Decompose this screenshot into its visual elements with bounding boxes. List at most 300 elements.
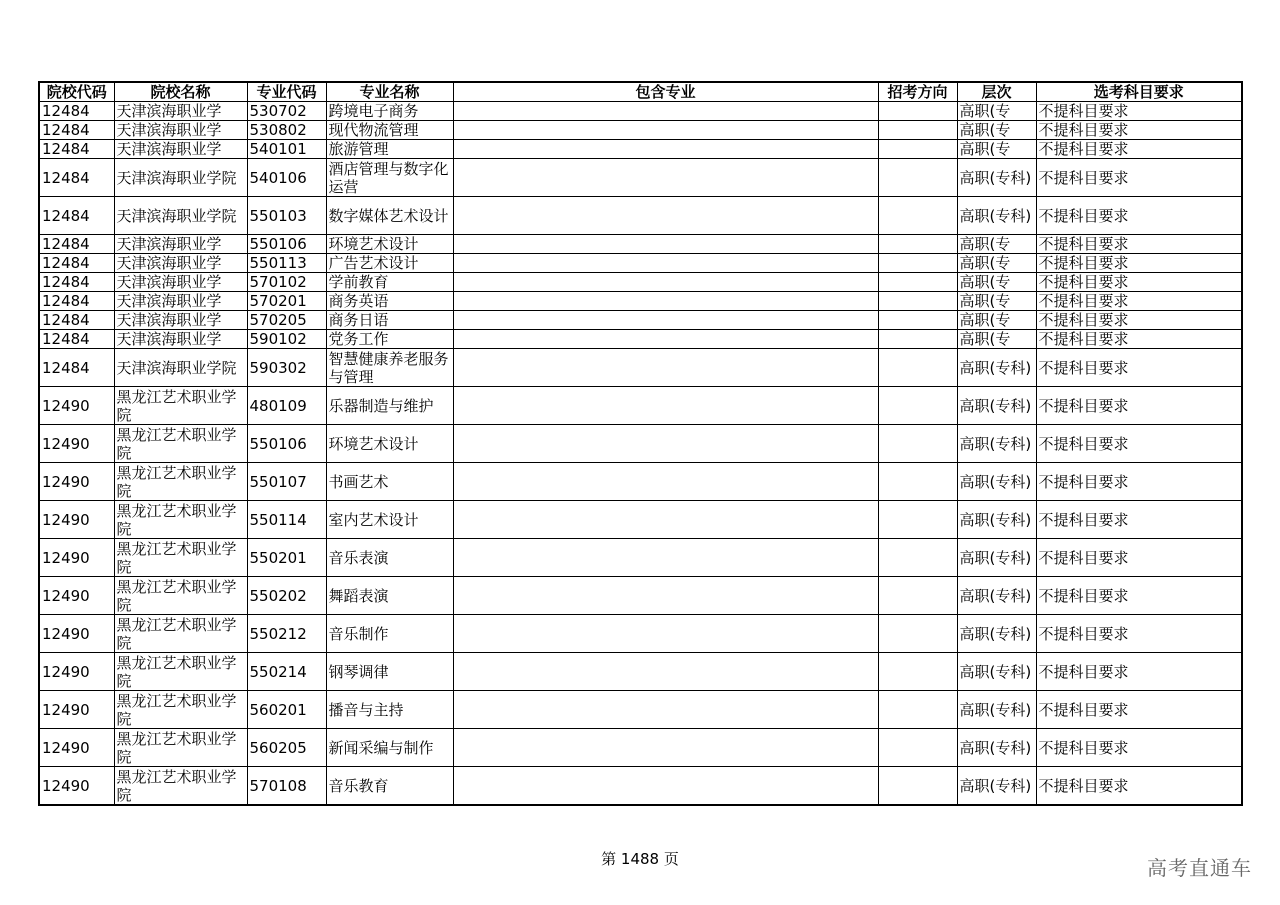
cell-included-majors bbox=[453, 311, 878, 330]
cell-text: 12490 bbox=[42, 624, 90, 643]
cell-school-code bbox=[39, 615, 114, 653]
cell-text bbox=[456, 102, 876, 120]
cell-text: 黑龙江艺术职业学院 bbox=[116, 539, 237, 576]
cell-text: 590102 bbox=[249, 330, 307, 348]
cell-text bbox=[881, 140, 955, 158]
cell-text: 不提科目要求 bbox=[1038, 700, 1129, 719]
cell-text: 530702 bbox=[249, 102, 307, 120]
cell-school-code bbox=[39, 463, 114, 501]
cell-subject-req bbox=[1036, 691, 1242, 729]
cell-major-name bbox=[326, 292, 453, 311]
cell-text bbox=[456, 235, 876, 253]
cell-text bbox=[456, 330, 876, 348]
cell-school-code bbox=[39, 501, 114, 539]
cell-included-majors bbox=[453, 140, 878, 159]
cell-text: 高职(专科) bbox=[959, 700, 1032, 719]
cell-text: 不提科目要求 bbox=[1038, 510, 1129, 529]
cell-text: 学前教育 bbox=[328, 273, 389, 291]
table-row bbox=[39, 254, 1242, 273]
cell-included-majors bbox=[453, 463, 878, 501]
cell-text: 高职(专科) bbox=[959, 472, 1032, 491]
cell-text: 智慧健康养老服务与管理 bbox=[328, 349, 449, 386]
cell-text: 高职(专科) bbox=[959, 738, 1032, 757]
cell-text: 黑龙江艺术职业学院 bbox=[116, 653, 237, 690]
cell-text: 广告艺术设计 bbox=[328, 254, 419, 272]
cell-included-majors bbox=[453, 273, 878, 292]
cell-text bbox=[881, 292, 955, 310]
table-row bbox=[39, 653, 1242, 691]
cell-major-code bbox=[247, 767, 326, 806]
cell-school-code bbox=[39, 387, 114, 425]
cell-text: 不提科目要求 bbox=[1038, 168, 1129, 187]
cell-direction bbox=[878, 311, 957, 330]
cell-text: 跨境电子商务 bbox=[328, 102, 419, 120]
cell-text: 高职(专 bbox=[959, 102, 1011, 120]
cell-school-name bbox=[114, 387, 247, 425]
cell-direction bbox=[878, 615, 957, 653]
cell-text: 室内艺术设计 bbox=[328, 510, 419, 529]
cell-text: 黑龙江艺术职业学院 bbox=[116, 615, 237, 652]
cell-text: 530802 bbox=[249, 121, 307, 139]
cell-text: 天津滨海职业学 bbox=[116, 102, 222, 120]
cell-level bbox=[957, 273, 1036, 292]
cell-major-name bbox=[326, 577, 453, 615]
cell-school-name bbox=[114, 463, 247, 501]
cell-text: 高职(专科) bbox=[959, 434, 1032, 453]
cell-text bbox=[881, 254, 955, 272]
cell-major-code bbox=[247, 159, 326, 197]
cell-school-code bbox=[39, 235, 114, 254]
cell-school-code bbox=[39, 729, 114, 767]
cell-text: 黑龙江艺术职业学院 bbox=[116, 767, 237, 804]
cell-text: 舞蹈表演 bbox=[328, 586, 389, 605]
cell-school-code bbox=[39, 159, 114, 197]
cell-major-name bbox=[326, 691, 453, 729]
cell-text: 不提科目要求 bbox=[1038, 311, 1129, 329]
table-row bbox=[39, 159, 1242, 197]
cell-text: 商务日语 bbox=[328, 311, 389, 329]
cell-level bbox=[957, 463, 1036, 501]
cell-direction bbox=[878, 767, 957, 806]
cell-level bbox=[957, 577, 1036, 615]
cell-school-code bbox=[39, 140, 114, 159]
cell-text: 高职(专科) bbox=[959, 624, 1032, 643]
cell-text: 高职(专科) bbox=[959, 206, 1032, 225]
cell-major-name bbox=[326, 615, 453, 653]
cell-level bbox=[957, 349, 1036, 387]
cell-text: 12484 bbox=[42, 254, 90, 272]
cell-text: 书画艺术 bbox=[328, 472, 389, 491]
cell-included-majors bbox=[453, 691, 878, 729]
cell-text: 黑龙江艺术职业学院 bbox=[116, 387, 237, 424]
cell-major-name bbox=[326, 501, 453, 539]
cell-text: 音乐教育 bbox=[328, 776, 389, 795]
cell-text: 12490 bbox=[42, 396, 90, 415]
cell-text: 480109 bbox=[249, 396, 307, 415]
table-row bbox=[39, 577, 1242, 615]
cell-text: 12484 bbox=[42, 358, 90, 377]
cell-text: 560205 bbox=[249, 738, 307, 757]
cell-subject-req bbox=[1036, 121, 1242, 140]
cell-text: 590302 bbox=[249, 358, 307, 377]
cell-direction bbox=[878, 121, 957, 140]
table-row bbox=[39, 615, 1242, 653]
table-row bbox=[39, 235, 1242, 254]
table-row bbox=[39, 121, 1242, 140]
cell-text: 570102 bbox=[249, 273, 307, 291]
cell-text bbox=[456, 292, 876, 310]
cell-major-code bbox=[247, 102, 326, 121]
cell-school-name bbox=[114, 254, 247, 273]
cell-included-majors bbox=[453, 501, 878, 539]
cell-text: 560201 bbox=[249, 700, 307, 719]
table-row bbox=[39, 425, 1242, 463]
cell-level bbox=[957, 767, 1036, 806]
cell-text: 12490 bbox=[42, 510, 90, 529]
cell-major-code bbox=[247, 577, 326, 615]
cell-text: 环境艺术设计 bbox=[328, 434, 419, 453]
cell-direction bbox=[878, 102, 957, 121]
col-header-included-majors: 包含专业 bbox=[453, 82, 878, 102]
cell-level bbox=[957, 539, 1036, 577]
table-row bbox=[39, 330, 1242, 349]
cell-text: 550103 bbox=[249, 206, 307, 225]
cell-text: 天津滨海职业学院 bbox=[116, 358, 237, 377]
cell-text: 不提科目要求 bbox=[1038, 434, 1129, 453]
cell-text: 不提科目要求 bbox=[1038, 624, 1129, 643]
cell-text: 不提科目要求 bbox=[1038, 396, 1129, 415]
cell-school-name bbox=[114, 653, 247, 691]
cell-text: 高职(专科) bbox=[959, 548, 1032, 567]
cell-direction bbox=[878, 330, 957, 349]
cell-text: 12490 bbox=[42, 662, 90, 681]
cell-text: 不提科目要求 bbox=[1038, 140, 1129, 158]
cell-school-name bbox=[114, 159, 247, 197]
cell-text: 高职(专 bbox=[959, 330, 1011, 348]
cell-text bbox=[456, 140, 876, 158]
cell-text: 天津滨海职业学 bbox=[116, 273, 222, 291]
cell-text: 高职(专科) bbox=[959, 586, 1032, 605]
cell-school-name bbox=[114, 767, 247, 806]
cell-level bbox=[957, 254, 1036, 273]
cell-direction bbox=[878, 501, 957, 539]
cell-major-name bbox=[326, 197, 453, 235]
cell-text: 高职(专科) bbox=[959, 358, 1032, 377]
cell-text: 高职(专 bbox=[959, 235, 1011, 253]
cell-major-code bbox=[247, 349, 326, 387]
cell-text: 高职(专 bbox=[959, 254, 1011, 272]
cell-text: 12484 bbox=[42, 235, 90, 253]
cell-text: 天津滨海职业学 bbox=[116, 235, 222, 253]
cell-text: 天津滨海职业学院 bbox=[116, 206, 237, 225]
cell-direction bbox=[878, 273, 957, 292]
cell-text: 黑龙江艺术职业学院 bbox=[116, 501, 237, 538]
cell-subject-req bbox=[1036, 653, 1242, 691]
cell-text: 商务英语 bbox=[328, 292, 389, 310]
cell-major-name bbox=[326, 102, 453, 121]
cell-level bbox=[957, 501, 1036, 539]
cell-text: 不提科目要求 bbox=[1038, 273, 1129, 291]
cell-text: 不提科目要求 bbox=[1038, 662, 1129, 681]
cell-subject-req bbox=[1036, 330, 1242, 349]
cell-level bbox=[957, 121, 1036, 140]
cell-school-name bbox=[114, 729, 247, 767]
cell-text: 12484 bbox=[42, 168, 90, 187]
cell-school-name bbox=[114, 121, 247, 140]
cell-major-code bbox=[247, 197, 326, 235]
cell-text: 天津滨海职业学 bbox=[116, 330, 222, 348]
cell-subject-req bbox=[1036, 615, 1242, 653]
cell-text: 550106 bbox=[249, 434, 307, 453]
cell-major-name bbox=[326, 140, 453, 159]
cell-school-name bbox=[114, 197, 247, 235]
cell-text: 天津滨海职业学 bbox=[116, 292, 222, 310]
cell-text: 新闻采编与制作 bbox=[328, 738, 434, 757]
cell-school-code bbox=[39, 254, 114, 273]
cell-included-majors bbox=[453, 102, 878, 121]
cell-text: 高职(专科) bbox=[959, 662, 1032, 681]
cell-subject-req bbox=[1036, 292, 1242, 311]
cell-included-majors bbox=[453, 387, 878, 425]
cell-text: 不提科目要求 bbox=[1038, 102, 1129, 120]
cell-text: 12484 bbox=[42, 102, 90, 120]
cell-text: 550214 bbox=[249, 662, 307, 681]
cell-school-name bbox=[114, 349, 247, 387]
cell-text: 不提科目要求 bbox=[1038, 254, 1129, 272]
cell-text bbox=[456, 254, 876, 272]
cell-direction bbox=[878, 254, 957, 273]
cell-text: 天津滨海职业学 bbox=[116, 140, 222, 158]
cell-included-majors bbox=[453, 349, 878, 387]
cell-subject-req bbox=[1036, 387, 1242, 425]
cell-direction bbox=[878, 577, 957, 615]
cell-text: 不提科目要求 bbox=[1038, 330, 1129, 348]
cell-text: 高职(专 bbox=[959, 292, 1011, 310]
cell-major-name bbox=[326, 235, 453, 254]
cell-text: 不提科目要求 bbox=[1038, 586, 1129, 605]
cell-subject-req bbox=[1036, 254, 1242, 273]
cell-major-code bbox=[247, 140, 326, 159]
header-row bbox=[39, 82, 1242, 102]
cell-subject-req bbox=[1036, 767, 1242, 806]
cell-school-name bbox=[114, 615, 247, 653]
watermark: 高考直通车 bbox=[1147, 856, 1252, 880]
cell-text: 不提科目要求 bbox=[1038, 472, 1129, 491]
cell-school-name bbox=[114, 425, 247, 463]
cell-subject-req bbox=[1036, 273, 1242, 292]
cell-text: 高职(专 bbox=[959, 311, 1011, 329]
cell-text: 12490 bbox=[42, 700, 90, 719]
cell-school-name bbox=[114, 501, 247, 539]
cell-text bbox=[456, 121, 876, 139]
cell-level bbox=[957, 691, 1036, 729]
cell-school-code bbox=[39, 767, 114, 806]
table-row bbox=[39, 729, 1242, 767]
cell-text bbox=[881, 311, 955, 329]
cell-major-code bbox=[247, 387, 326, 425]
cell-text: 音乐表演 bbox=[328, 548, 389, 567]
cell-text: 黑龙江艺术职业学院 bbox=[116, 463, 237, 500]
cell-text: 570201 bbox=[249, 292, 307, 310]
cell-subject-req bbox=[1036, 235, 1242, 254]
cell-school-code bbox=[39, 691, 114, 729]
cell-text: 540101 bbox=[249, 140, 307, 158]
cell-included-majors bbox=[453, 767, 878, 806]
cell-subject-req bbox=[1036, 159, 1242, 197]
cell-major-code bbox=[247, 615, 326, 653]
cell-text bbox=[881, 235, 955, 253]
cell-included-majors bbox=[453, 577, 878, 615]
cell-text bbox=[881, 121, 955, 139]
cell-text: 黑龙江艺术职业学院 bbox=[116, 425, 237, 462]
cell-text bbox=[456, 311, 876, 329]
cell-text: 不提科目要求 bbox=[1038, 548, 1129, 567]
cell-text: 不提科目要求 bbox=[1038, 358, 1129, 377]
cell-included-majors bbox=[453, 729, 878, 767]
cell-text: 12484 bbox=[42, 121, 90, 139]
cell-school-code bbox=[39, 349, 114, 387]
cell-level bbox=[957, 102, 1036, 121]
cell-text bbox=[881, 330, 955, 348]
cell-text: 12490 bbox=[42, 776, 90, 795]
cell-text: 12484 bbox=[42, 330, 90, 348]
cell-included-majors bbox=[453, 425, 878, 463]
cell-school-code bbox=[39, 273, 114, 292]
cell-text: 12490 bbox=[42, 434, 90, 453]
cell-major-code bbox=[247, 311, 326, 330]
cell-direction bbox=[878, 235, 957, 254]
cell-text: 环境艺术设计 bbox=[328, 235, 419, 253]
cell-major-name bbox=[326, 425, 453, 463]
cell-major-name bbox=[326, 463, 453, 501]
cell-level bbox=[957, 311, 1036, 330]
cell-major-code bbox=[247, 273, 326, 292]
cell-text: 550114 bbox=[249, 510, 307, 529]
cell-included-majors bbox=[453, 653, 878, 691]
cell-direction bbox=[878, 729, 957, 767]
cell-level bbox=[957, 729, 1036, 767]
cell-text: 550113 bbox=[249, 254, 307, 272]
table-row bbox=[39, 311, 1242, 330]
cell-school-code bbox=[39, 102, 114, 121]
cell-text: 550212 bbox=[249, 624, 307, 643]
cell-major-name bbox=[326, 159, 453, 197]
cell-text: 天津滨海职业学院 bbox=[116, 168, 237, 187]
cell-text: 酒店管理与数字化运营 bbox=[328, 159, 449, 196]
cell-text: 高职(专 bbox=[959, 273, 1011, 291]
cell-major-name bbox=[326, 311, 453, 330]
cell-text: 钢琴调律 bbox=[328, 662, 389, 681]
cell-major-name bbox=[326, 349, 453, 387]
col-header-school-code: 院校代码 bbox=[39, 82, 114, 102]
cell-included-majors bbox=[453, 615, 878, 653]
table-row bbox=[39, 273, 1242, 292]
cell-school-code bbox=[39, 539, 114, 577]
cell-text: 不提科目要求 bbox=[1038, 292, 1129, 310]
cell-level bbox=[957, 387, 1036, 425]
cell-text: 高职(专科) bbox=[959, 510, 1032, 529]
cell-text: 12484 bbox=[42, 292, 90, 310]
cell-school-code bbox=[39, 292, 114, 311]
cell-text: 不提科目要求 bbox=[1038, 235, 1129, 253]
cell-text: 黑龙江艺术职业学院 bbox=[116, 729, 237, 766]
cell-text bbox=[881, 273, 955, 291]
cell-direction bbox=[878, 387, 957, 425]
cell-school-name bbox=[114, 577, 247, 615]
cell-text: 550107 bbox=[249, 472, 307, 491]
page-number: 第 1488 页 bbox=[601, 850, 679, 868]
cell-direction bbox=[878, 463, 957, 501]
cell-major-code bbox=[247, 425, 326, 463]
cell-school-name bbox=[114, 102, 247, 121]
cell-subject-req bbox=[1036, 501, 1242, 539]
cell-level bbox=[957, 330, 1036, 349]
cell-text: 12490 bbox=[42, 548, 90, 567]
cell-text: 不提科目要求 bbox=[1038, 121, 1129, 139]
cell-subject-req bbox=[1036, 102, 1242, 121]
cell-text: 570205 bbox=[249, 311, 307, 329]
cell-level bbox=[957, 197, 1036, 235]
cell-school-name bbox=[114, 273, 247, 292]
cell-subject-req bbox=[1036, 539, 1242, 577]
table-row bbox=[39, 767, 1242, 806]
cell-major-name bbox=[326, 121, 453, 140]
col-header-school-name: 院校名称 bbox=[114, 82, 247, 102]
cell-text: 黑龙江艺术职业学院 bbox=[116, 691, 237, 728]
cell-text: 高职(专科) bbox=[959, 168, 1032, 187]
cell-text: 550202 bbox=[249, 586, 307, 605]
cell-included-majors bbox=[453, 197, 878, 235]
cell-major-code bbox=[247, 330, 326, 349]
cell-text: 540106 bbox=[249, 168, 307, 187]
cell-included-majors bbox=[453, 539, 878, 577]
cell-text: 不提科目要求 bbox=[1038, 776, 1129, 795]
cell-major-name bbox=[326, 387, 453, 425]
cell-major-code bbox=[247, 729, 326, 767]
cell-text: 12484 bbox=[42, 311, 90, 329]
cell-school-name bbox=[114, 292, 247, 311]
cell-level bbox=[957, 235, 1036, 254]
cell-school-name bbox=[114, 539, 247, 577]
cell-text: 550201 bbox=[249, 548, 307, 567]
cell-included-majors bbox=[453, 235, 878, 254]
cell-subject-req bbox=[1036, 140, 1242, 159]
table-row bbox=[39, 501, 1242, 539]
cell-text: 旅游管理 bbox=[328, 140, 389, 158]
cell-major-name bbox=[326, 330, 453, 349]
cell-text: 高职(专科) bbox=[959, 776, 1032, 795]
cell-level bbox=[957, 159, 1036, 197]
cell-level bbox=[957, 615, 1036, 653]
col-header-subject-req: 选考科目要求 bbox=[1036, 82, 1242, 102]
cell-direction bbox=[878, 653, 957, 691]
cell-level bbox=[957, 653, 1036, 691]
cell-text: 黑龙江艺术职业学院 bbox=[116, 577, 237, 614]
cell-subject-req bbox=[1036, 577, 1242, 615]
cell-text: 乐器制造与维护 bbox=[328, 396, 434, 415]
cell-school-name bbox=[114, 691, 247, 729]
cell-included-majors bbox=[453, 330, 878, 349]
table-row bbox=[39, 539, 1242, 577]
cell-text: 现代物流管理 bbox=[328, 121, 419, 139]
cell-direction bbox=[878, 691, 957, 729]
cell-text: 高职(专 bbox=[959, 121, 1011, 139]
cell-included-majors bbox=[453, 292, 878, 311]
cell-major-name bbox=[326, 653, 453, 691]
col-header-major-code: 专业代码 bbox=[247, 82, 326, 102]
cell-major-code bbox=[247, 254, 326, 273]
table-row bbox=[39, 292, 1242, 311]
